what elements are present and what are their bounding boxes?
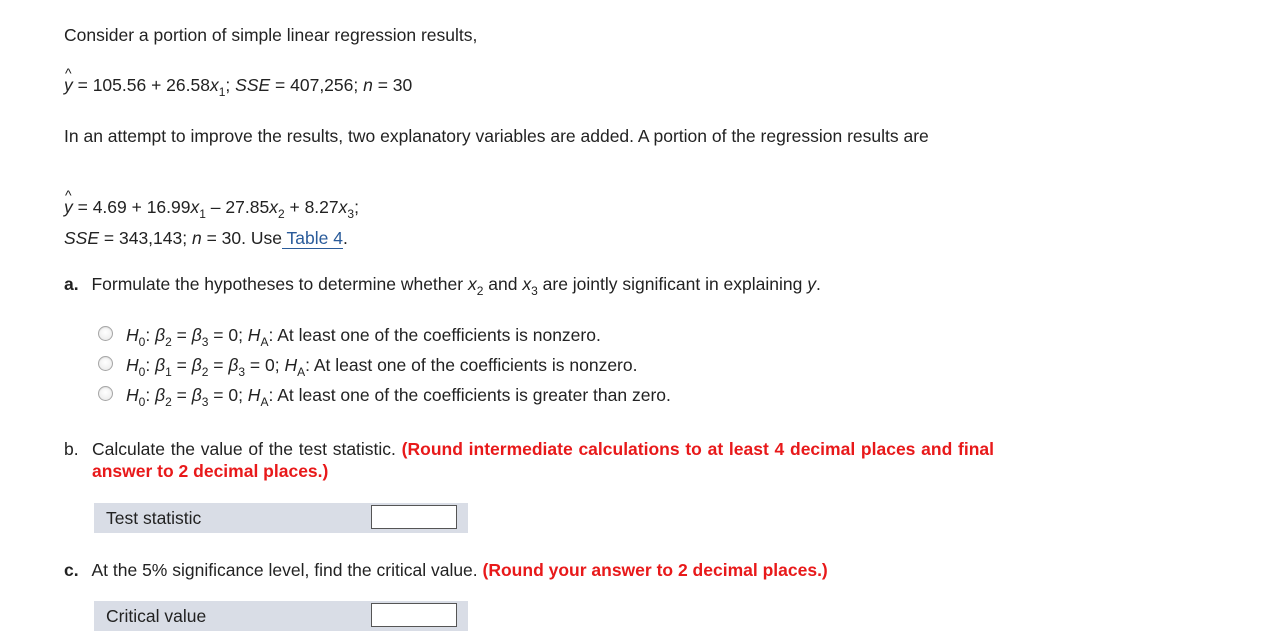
y-hat-symbol: ^ y — [64, 196, 73, 218]
radio-option-2[interactable] — [98, 356, 113, 371]
table-4-link[interactable]: Table 4 — [281, 228, 343, 248]
y-hat-symbol: ^ y — [64, 74, 73, 96]
hypothesis-option-1[interactable]: $H_0$: $\beta_2 = \beta_3 = 0$; $H_A$: At least one of the coefficients is nonzero. — [126, 325, 601, 349]
intro-text: Consider a portion of simple linear regression results, — [64, 25, 478, 45]
radio-option-3[interactable] — [98, 386, 113, 401]
part-b-label: b. — [64, 439, 79, 459]
critical-value-row — [94, 601, 468, 631]
critical-value-input[interactable] — [371, 603, 457, 627]
hypothesis-option-2[interactable]: $H_0$: $\beta_1 = \beta_2 = \beta_3 = 0$; $H_A$: At least one of the coefficients is nonzero. — [126, 355, 638, 379]
hypothesis-option-3[interactable]: $H_0$: $\beta_2 = \beta_3 = 0$; $H_A$: At least one of the coefficients is greater than zero. — [126, 385, 671, 409]
part-a-question: a. Formulate the hypotheses to determine whether $x_2$ and $x_3$ are jointly significant in explaining y. — [64, 274, 821, 298]
part-c-label: c. — [64, 560, 79, 580]
radio-option-1[interactable] — [98, 326, 113, 341]
critical-value-label: Critical value — [106, 606, 207, 626]
model2-equation: ^ $y = 4.69 + 16.99x_1 - 27.85x_2 + 8.27x_3$; — [64, 196, 359, 218]
test-statistic-label: Test statistic — [106, 508, 202, 528]
test-statistic-row — [94, 503, 468, 533]
part-b-instruction: (Round intermediate calculations to at least 4 decimal places and final answer to 2 decimal places.) — [92, 439, 994, 481]
improvement-paragraph: In an attempt to improve the results, two explanatory variables are added. A portion of the regression results are — [64, 126, 929, 146]
part-c-question: c. At the 5% significance level, find the critical value. (Round your answer to 2 decimal places.) — [64, 560, 828, 580]
part-b-question: Calculate the value of the test statistic. (Round intermediate calculations to at least 4 decimal places and final answer to 2 decimal places.) — [92, 439, 994, 481]
part-c-instruction: (Round your answer to 2 decimal places.) — [482, 560, 828, 580]
model2-stats: SSE = 343,143; n = 30. Use Table 4. — [64, 228, 348, 248]
test-statistic-input[interactable] — [371, 505, 457, 529]
model1-equation: ^ $y = 105.56 + 26.58x_1$; SSE = 407,256; n = 30 — [64, 74, 412, 96]
part-a-label: a. — [64, 274, 79, 294]
